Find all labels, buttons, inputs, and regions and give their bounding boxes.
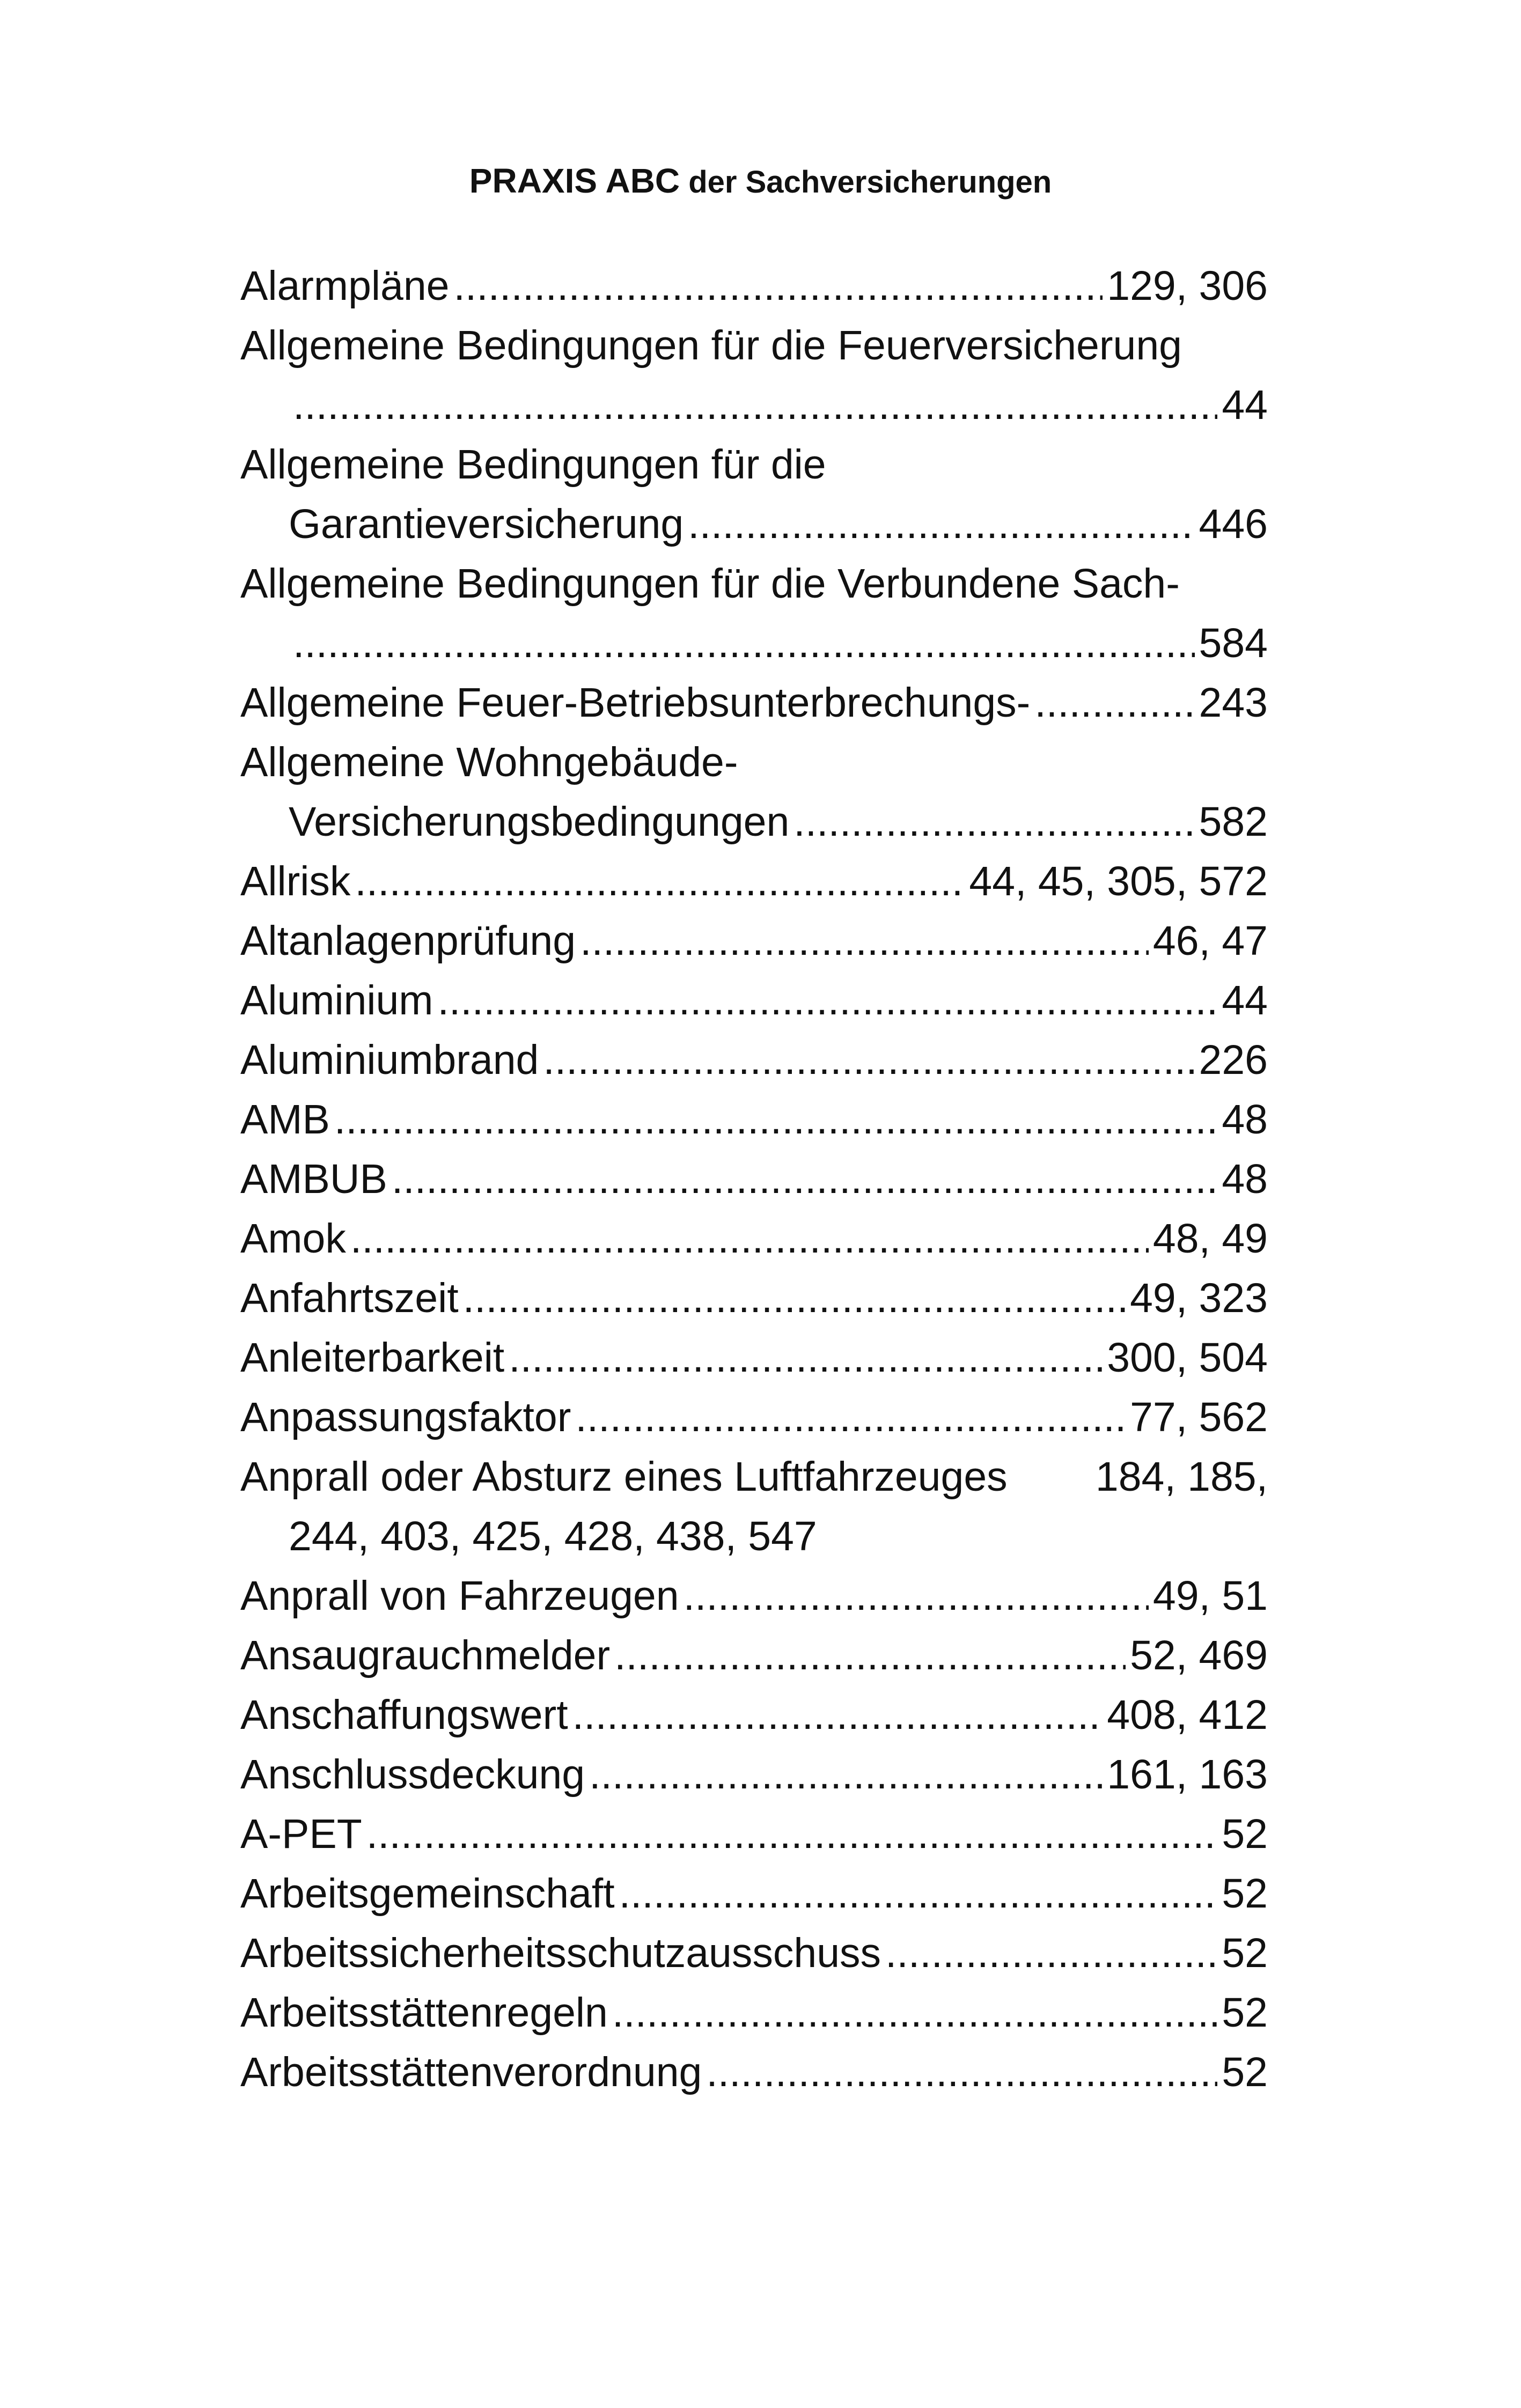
- index-term: Anschlussdeckung: [240, 1751, 585, 1798]
- index-term: Aluminiumbrand: [240, 1037, 539, 1083]
- index-entry: [240, 316, 1268, 375]
- index-term: Amok: [240, 1216, 346, 1262]
- index-page-numbers: 300, 504: [1107, 1335, 1268, 1381]
- index-page-numbers: 446: [1199, 501, 1268, 547]
- dot-leader: [355, 852, 965, 911]
- index-entry: [240, 1209, 1268, 1269]
- index-term: Anleiterbarkeit: [240, 1335, 505, 1381]
- index-entry: [240, 554, 1268, 614]
- index-entry: [240, 792, 1268, 852]
- dot-leader: [575, 1388, 1126, 1447]
- index-entry: [240, 1983, 1268, 2043]
- index-term: Allgemeine Bedingungen für die: [240, 441, 826, 488]
- dot-leader: [706, 2043, 1217, 2102]
- dot-leader: [543, 1030, 1194, 1090]
- index-entry: [240, 435, 1268, 495]
- dot-leader: [463, 1269, 1126, 1328]
- index-term: Alarmpläne: [240, 263, 450, 309]
- index-page-numbers: 52: [1222, 1811, 1268, 1857]
- index-page-numbers: 582: [1199, 799, 1268, 845]
- dot-leader: [334, 1090, 1217, 1150]
- dot-leader: [293, 375, 1217, 435]
- index-term: Versicherungsbedingungen: [289, 799, 790, 845]
- dot-leader: [366, 1805, 1218, 1864]
- index-term: Allgemeine Feuer-Betriebsunterbrechungs-: [240, 680, 1031, 726]
- index-page-numbers: 48: [1222, 1096, 1268, 1143]
- index-entry: [240, 1030, 1268, 1090]
- dot-leader: [437, 971, 1217, 1030]
- index-page-numbers: 44: [1222, 977, 1268, 1023]
- index-entry: [240, 1685, 1268, 1745]
- index-page-numbers: 52: [1222, 1930, 1268, 1976]
- index-entry: [240, 733, 1268, 792]
- dot-leader: [885, 1924, 1217, 1983]
- index-entry: [240, 1924, 1268, 1983]
- dot-leader: [580, 911, 1149, 971]
- index-page-numbers: 52: [1222, 1871, 1268, 1917]
- index-term: Garantieversicherung: [289, 501, 684, 547]
- dot-leader: [614, 1626, 1126, 1685]
- index-term: Anprall oder Absturz eines Luftfahrzeuges: [240, 1454, 1008, 1500]
- index-entry: [240, 1150, 1268, 1209]
- index-term: Arbeitsstättenregeln: [240, 1990, 608, 2036]
- dot-leader: [793, 792, 1194, 852]
- index-term: Aluminium: [240, 977, 433, 1023]
- index-term: Allgemeine Bedingungen für die Verbundene Sach-: [240, 561, 1180, 607]
- index-page-numbers: 161, 163: [1107, 1751, 1268, 1798]
- index-page-numbers: 243: [1199, 680, 1268, 726]
- index-term: Arbeitssicherheitsschutzausschuss: [240, 1930, 881, 1976]
- index-page-numbers: 48: [1222, 1156, 1268, 1202]
- header-title-strong: PRAXIS ABC: [469, 161, 680, 200]
- index-page-numbers: 46, 47: [1152, 918, 1268, 964]
- dot-leader: [684, 1566, 1149, 1626]
- index-term: AMB: [240, 1096, 330, 1143]
- dot-leader: [589, 1745, 1103, 1805]
- index-term: A-PET: [240, 1811, 362, 1857]
- index-page-numbers: 52, 469: [1130, 1632, 1268, 1678]
- index-term: Arbeitsgemeinschaft: [240, 1871, 615, 1917]
- dot-leader: [509, 1328, 1103, 1388]
- dot-leader: [612, 1983, 1218, 2043]
- dot-leader: [1034, 673, 1194, 733]
- index-page-numbers: 49, 323: [1130, 1275, 1268, 1321]
- index-term: Arbeitsstättenverordnung: [240, 2049, 702, 2095]
- index-entry: [240, 1388, 1268, 1447]
- running-header: [0, 162, 1521, 201]
- index-entry: [240, 852, 1268, 911]
- index-entry: [240, 971, 1268, 1030]
- index-entry: [240, 1269, 1268, 1328]
- index-entry: [240, 673, 1268, 733]
- index-page-numbers: 52: [1222, 1990, 1268, 2036]
- index-entry: [240, 1745, 1268, 1805]
- index-term: Anpassungsfaktor: [240, 1394, 571, 1440]
- index-term: Ansaugrauchmelder: [240, 1632, 611, 1678]
- dot-leader: [293, 614, 1195, 673]
- index-page-numbers: 44, 45, 305, 572: [969, 858, 1268, 904]
- index-entry: [240, 1566, 1268, 1626]
- index-page-numbers: 44: [1222, 382, 1268, 428]
- index-page-numbers: 49, 51: [1152, 1573, 1268, 1619]
- index-page-numbers: 52: [1222, 2049, 1268, 2095]
- index-entry: [240, 1507, 1268, 1566]
- index-entry: [240, 1328, 1268, 1388]
- index-entry: [240, 1626, 1268, 1685]
- index-entry: [240, 1447, 1268, 1507]
- index-term: Altanlagenprüfung: [240, 918, 576, 964]
- index-term: Anschaffungswert: [240, 1692, 568, 1738]
- index-entry: [240, 1864, 1268, 1924]
- index-entry: [240, 2043, 1268, 2102]
- dot-leader: [572, 1685, 1103, 1745]
- index-entry: [240, 375, 1268, 435]
- index-term: Allgemeine Wohngebäude-: [240, 739, 738, 785]
- index-page-numbers: 129, 306: [1107, 263, 1268, 309]
- index-entry: [240, 256, 1268, 316]
- index-page-numbers: 226: [1199, 1037, 1268, 1083]
- index-list: [240, 256, 1268, 2102]
- dot-leader: [350, 1209, 1149, 1269]
- header-title-rest: der Sachversicherungen: [688, 165, 1052, 200]
- dot-leader: [619, 1864, 1218, 1924]
- index-entry: [240, 911, 1268, 971]
- dot-leader: [453, 256, 1103, 316]
- index-term: 244, 403, 425, 428, 438, 547: [289, 1513, 817, 1559]
- index-term: Allrisk: [240, 858, 351, 904]
- index-term: Anfahrtszeit: [240, 1275, 459, 1321]
- dot-leader: [392, 1150, 1218, 1209]
- index-entry: [240, 495, 1268, 554]
- index-page-numbers: 77, 562: [1130, 1394, 1268, 1440]
- index-term: Anprall von Fahrzeugen: [240, 1573, 679, 1619]
- index-page-numbers: 184, 185,: [1095, 1454, 1268, 1500]
- index-term: Allgemeine Bedingungen für die Feuerversicherung: [240, 322, 1182, 369]
- dot-leader: [688, 495, 1194, 554]
- index-entry: [240, 1805, 1268, 1864]
- index-term: AMBUB: [240, 1156, 387, 1202]
- index-page-numbers: 48, 49: [1152, 1216, 1268, 1262]
- index-page-numbers: 408, 412: [1107, 1692, 1268, 1738]
- index-page-numbers: 584: [1199, 620, 1268, 666]
- index-entry: [240, 614, 1268, 673]
- index-entry: [240, 1090, 1268, 1150]
